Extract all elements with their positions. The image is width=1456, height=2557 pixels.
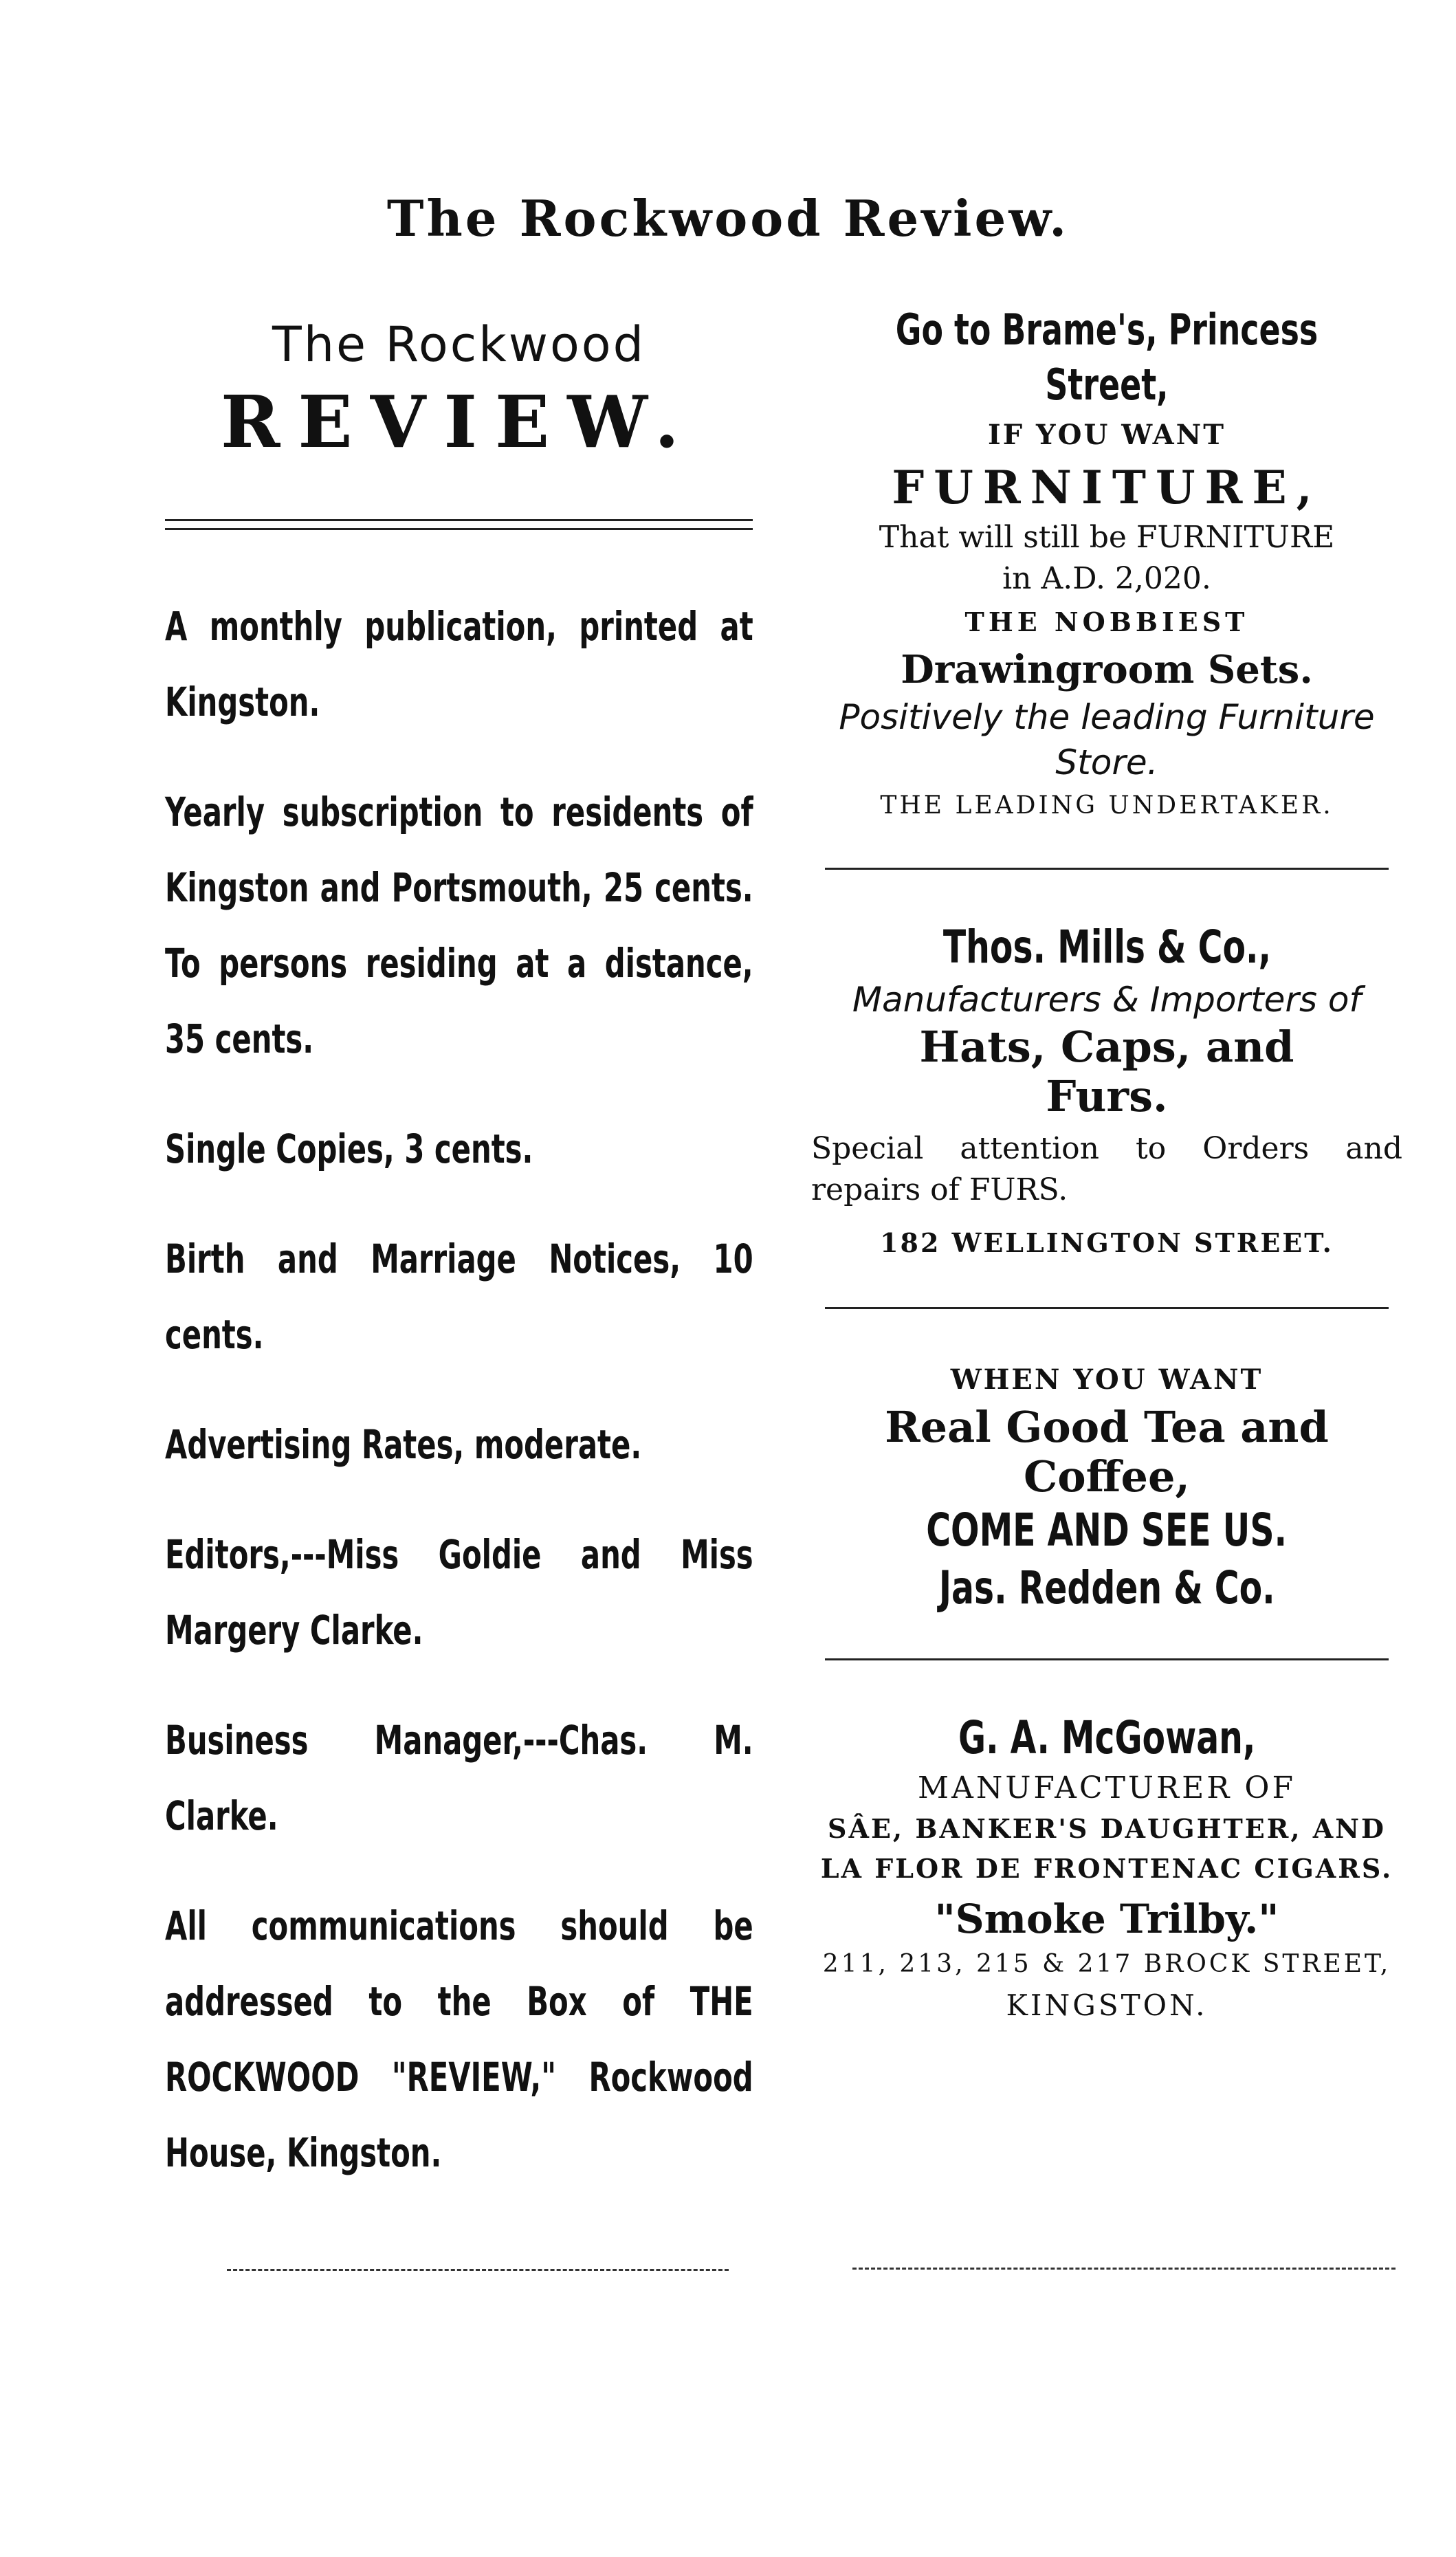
bottom-rule-right — [852, 2268, 1396, 2270]
ad-mills-name: Thos. Mills & Co., — [942, 921, 1271, 974]
ad-mcgowan-manufacturer-of: MANUFACTURER OF — [918, 1770, 1296, 1806]
ad-brame-leading-store: Positively the leading Furniture Store. — [839, 697, 1375, 782]
bottom-rule-left — [227, 2269, 729, 2271]
ad-brame-headline: Go to Brame's, Princess Street, — [895, 305, 1319, 410]
ad-mcgowan-name: G. A. McGowan, — [958, 1711, 1256, 1764]
advertising-note: Advertising Rates, moderate. — [165, 1421, 642, 1468]
ad-brame-still-furniture: That will still be FURNITURE — [879, 520, 1335, 555]
ad-redden — [811, 1357, 1402, 1617]
ad-brame — [811, 303, 1402, 826]
ad-redden-tea-coffee: Real Good Tea and Coffee, — [885, 1402, 1329, 1502]
notices-note: Birth and Marriage Notices, 10 cents. — [165, 1236, 753, 1358]
ad-redden-name: Jas. Redden & Co. — [938, 1561, 1275, 1614]
editors-note: Editors,---Miss Goldie and Miss Margery Clarke. — [165, 1531, 753, 1654]
ad-divider — [825, 1658, 1389, 1660]
ad-mcgowan-cigar-brands: SÂE, BANKER'S DAUGHTER, AND LA FLOR DE FRONTENAC CIGARS. — [820, 1813, 1393, 1884]
ad-brame-drawingroom: Drawingroom Sets. — [901, 647, 1313, 692]
ad-mills-address: 182 WELLINGTON STREET. — [880, 1227, 1334, 1258]
ad-mills-hats-caps-furs: Hats, Caps, and Furs. — [919, 1022, 1294, 1121]
masthead-title: The Rockwood — [272, 316, 646, 373]
right-column — [811, 303, 1402, 2026]
ad-mills-special-attention: Special attention to Orders and repairs of FURS. — [811, 1131, 1402, 1207]
business-manager-note: Business Manager,---Chas. M. Clarke. — [165, 1717, 753, 1839]
ad-mcgowan-city: KINGSTON. — [1006, 1988, 1208, 2022]
ad-brame-undertaker: THE LEADING UNDERTAKER. — [880, 791, 1334, 820]
ad-brame-year: in A.D. 2,020. — [1002, 561, 1211, 596]
masthead-review: REVIEW. — [220, 380, 698, 464]
subscription-note: Yearly subscription to residents of Kingston and Portsmouth, 25 cents. To persons residing at a distance, 35 cents. — [165, 789, 753, 1062]
communications-note: All communications should be addressed to the Box of THE ROCKWOOD "REVIEW," Rockwood House, Kingston. — [165, 1902, 753, 2176]
ad-redden-when-you-want: WHEN YOU WANT — [950, 1363, 1264, 1396]
ad-mcgowan-smoke-trilby: "Smoke Trilby." — [934, 1896, 1279, 1942]
left-column — [165, 303, 753, 2225]
ad-mcgowan — [811, 1709, 1402, 2026]
ad-brame-if-you-want: IF YOU WANT — [988, 419, 1226, 451]
ad-divider — [825, 1307, 1389, 1309]
publication-note: A monthly publication, printed at Kingston. — [165, 603, 753, 725]
ad-divider — [825, 868, 1389, 870]
ad-brame-nobbiest: THE NOBBIEST — [964, 606, 1249, 637]
ad-mills — [811, 918, 1402, 1266]
ad-mcgowan-address: 211, 213, 215 & 217 BROCK STREET, — [822, 1950, 1391, 1978]
ad-redden-come-see-us: COME AND SEE US. — [926, 1504, 1288, 1557]
single-copies-note: Single Copies, 3 cents. — [165, 1126, 533, 1172]
ad-brame-furniture: FURNITURE, — [892, 461, 1322, 514]
masthead-rule — [165, 519, 753, 530]
running-header: The Rockwood Review. — [386, 189, 1070, 248]
ad-mills-manufacturers: Manufacturers & Importers of — [852, 980, 1362, 1020]
